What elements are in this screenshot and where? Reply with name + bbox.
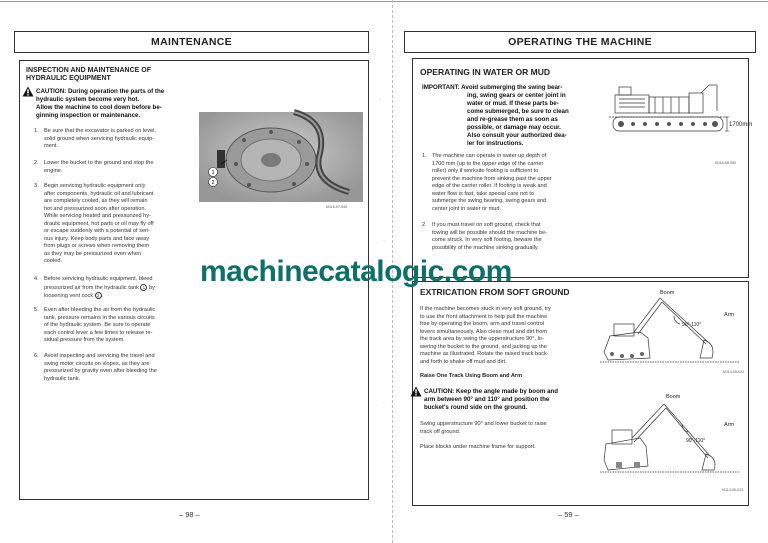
margin-mark: · <box>379 97 381 103</box>
item-3-line: are completely cooled, as they will remain <box>44 198 148 204</box>
item-6-line: swing motor circuits on slopes, as they are <box>44 360 150 367</box>
extrication-line: machine as illustrated. Rotate the raised track back <box>420 351 547 357</box>
important-line: IMPORTANT: Avoid submerging the swing bear- <box>422 84 563 91</box>
water-item-1-line: edge of the carrier roller. If footing is weak and <box>432 183 547 189</box>
drawing3-angle-label: 90°-110° <box>686 438 706 444</box>
site-watermark: machinecatalogic.com <box>200 255 512 288</box>
item-3-line: hot and pressurized soon after operation. <box>44 205 146 212</box>
swing-line: Swing upperstructure 90° and lower bucket to raise <box>420 421 547 427</box>
water-item-1-line: prevent the machine from sinking past the upper <box>432 175 552 182</box>
extrication-line: the track area by swing the upperstructure 90°, lo- <box>420 336 544 342</box>
drawing2-boom-label: Boom <box>660 290 675 296</box>
item-6-line: Avoid inspecting and servicing the travel and <box>44 353 155 359</box>
caution-line-2: hydraulic system become very hot. <box>36 96 140 103</box>
water-item-1-line: water flow is fast, take special care not to <box>432 190 534 197</box>
item-1-line: solid ground when servicing hydraulic equip- <box>44 135 155 142</box>
raise-track-subtitle: Raise One Track Using Boom and Arm <box>420 373 523 379</box>
extrication-line: free by operating the boom, arm and travel control <box>420 321 545 327</box>
item-3-number: 3. <box>34 183 39 189</box>
item-3-line: Begin servicing hydraulic equipment only <box>44 183 146 189</box>
item-1-line: Be sure that the excavator is parked on level, <box>44 128 156 134</box>
page-header-operating: OPERATING THE MACHINE <box>404 31 756 53</box>
section-title-line1: INSPECTION AND MAINTENANCE OF <box>26 67 151 74</box>
water-item-2-line: towing will be possible should the machine be- <box>432 229 548 236</box>
excavator-in-water-drawing <box>605 83 753 163</box>
depth-label: 1700mm <box>729 122 753 128</box>
drawing2-caption: M114-05-022 <box>723 370 745 374</box>
caution-warning-icon <box>410 386 422 397</box>
item-3-line: cooled. <box>44 258 63 264</box>
item-5-number: 5. <box>34 307 39 313</box>
item-3-line: as they may be pressurized even when <box>44 250 142 257</box>
item-4-text: pressurized air from the hydraulic tank <box>44 284 139 291</box>
photo-caption: M116-97-040 <box>326 205 348 209</box>
caution2-line: bucket's round side on the ground. <box>424 404 528 411</box>
item-4-text: by <box>148 284 155 291</box>
item-4-line-3: loosening vent cock 2 . <box>44 292 104 299</box>
photo-label-2: 2 <box>211 180 215 186</box>
section-title-extrication: EXTRICATION FROM SOFT GROUND <box>420 287 570 297</box>
item-2-line: Lower the bucket to the ground and stop the <box>44 160 154 166</box>
item-2-number: 2. <box>34 160 39 166</box>
boom-arm-raise-drawing-2 <box>600 386 748 474</box>
item-3-line: draulic equipment, hot parts or oil may fly off <box>44 220 154 227</box>
important-line: ing, swing gears or center joint in <box>467 92 566 99</box>
blocks-line: Place blocks under machine frame for support. <box>420 444 536 450</box>
item-4-text: loosening vent cock <box>44 292 94 299</box>
ref-circle-1: 1 <box>140 284 147 291</box>
caution2-line: CAUTION: Keep the angle made by boom and <box>424 388 559 395</box>
caution-warning-icon <box>22 86 34 97</box>
water-item-2-line: If you must travel on soft ground, check that <box>432 222 541 228</box>
water-item-1-line: 1700 mm (up to the upper edge of the carrier <box>432 160 544 167</box>
drawing1-caption: M115-65-950 <box>715 161 737 165</box>
caution-line-3: Allow the machine to cool down before be- <box>36 104 162 111</box>
water-item-2-line: possibility of the machine sinking gradually. <box>432 244 539 251</box>
water-item-1-number: 1. <box>422 153 427 159</box>
item-5-line: each control lever a few times to release re- <box>44 329 153 336</box>
swing-line: track off ground. <box>420 428 461 435</box>
item-6-line: hydraulic tank. <box>44 375 81 382</box>
item-3-line: ous injury. Keep body parts and face away <box>44 235 149 242</box>
section-title-line2: HYDRAULIC EQUIPMENT <box>26 75 111 82</box>
water-item-2-number: 2. <box>422 222 427 228</box>
item-5-line: Even after bleeding the air from the hydraulic <box>44 307 156 313</box>
water-item-2-line: come struck. In very soft footing, beware the <box>432 237 542 243</box>
drawing3-arm-label: Arm <box>724 422 735 428</box>
drawing3-boom-label: Boom <box>666 394 681 400</box>
item-3-line: after components, hydraulic oil and lubricant <box>44 190 154 197</box>
drawing2-angle-label: 90°-110° <box>682 322 702 328</box>
extrication-line: to use the front attachment to help pull the machine <box>420 313 548 320</box>
extrication-line: wering the bucket to the ground, and jacking up the <box>420 343 547 350</box>
item-5-line: tank, pressure remains in the various circuits <box>44 314 155 321</box>
item-6-line: pressurized by gravity even after bleeding the <box>44 368 157 374</box>
caution-line-1: CAUTION: During operation the parts of the <box>36 88 165 95</box>
drawing2-arm-label: Arm <box>724 312 735 318</box>
page-number-left: – 98 – <box>179 510 200 519</box>
item-4-number: 4. <box>34 276 39 282</box>
margin-mark: · <box>383 238 385 244</box>
item-4-line: Before servicing hydraulic equipment, bleed <box>44 276 153 282</box>
water-item-1-line: The machine can operate in water up depth of <box>432 153 547 159</box>
important-line: water or mud. If these parts be- <box>467 100 559 107</box>
caution2-line: arm between 90° and 110° and position the <box>424 396 550 403</box>
drawing3-caption: M114-05-023 <box>722 488 744 492</box>
item-1-number: 1. <box>34 128 39 134</box>
caution-line-4: ginning inspection or maintenance. <box>36 112 141 119</box>
item-5-line: of the hydraulic system. Be sure to operate <box>44 322 151 328</box>
item-3-line: or escape suddenly with a potential of seri- <box>44 228 151 234</box>
important-line: ler for instructions. <box>467 140 524 147</box>
item-3-line: from plugs or screws when removing them <box>44 243 150 249</box>
item-1-line: ment. <box>44 143 58 149</box>
important-line: possible, or damage may occur. <box>467 124 561 131</box>
important-line: and re-grease them as soon as <box>467 116 558 123</box>
hydraulic-tank-photo <box>199 112 363 202</box>
extrication-line: levers simultaneously. Also clean mud and dirt from <box>420 328 548 335</box>
boom-arm-raise-drawing-1 <box>600 288 748 368</box>
important-line: come submerged, be sure to clean <box>467 108 569 115</box>
water-item-1-line: submerge the swing bearing, swing gears and <box>432 198 547 204</box>
page-number-right: – 59 – <box>558 510 579 519</box>
water-item-1-line: roller) only if worksite footing is sufficient to <box>432 168 539 174</box>
page-header-maintenance: MAINTENANCE <box>14 31 369 53</box>
important-line: Also consult your authorized dea- <box>467 132 567 139</box>
margin-mark: · <box>383 400 385 406</box>
water-item-1-line: center joint in water or mud. <box>432 205 502 212</box>
item-3-line: While servicing heated and pressurized hy- <box>44 213 151 219</box>
item-5-line: sidual pressure from the system. <box>44 337 125 343</box>
item-6-number: 6. <box>34 353 39 359</box>
extrication-line: and forth to shake off mud and dirt. <box>420 358 507 365</box>
extrication-line: If the machine becomes stuck in very soft ground, try <box>420 306 551 312</box>
ref-circle-2: 2 <box>95 292 102 299</box>
section-title-water-mud: OPERATING IN WATER OR MUD <box>420 67 551 77</box>
photo-label-1: 1 <box>211 170 215 176</box>
item-2-line: engine. <box>44 167 63 174</box>
